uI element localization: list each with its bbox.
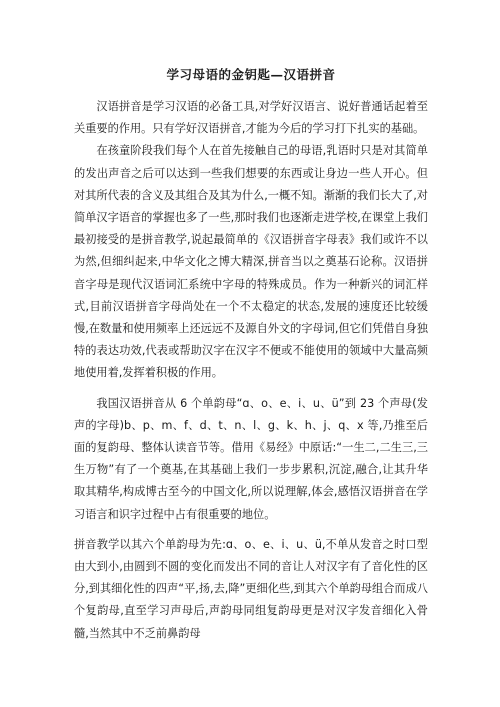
paragraph-teaching: 拼音教学以其六个单韵母为先:ɑ、o、e、i、u、ü,不单从发音之时口型由大到小,由圆到不圆的变化而发出不同的音让人对汉字有了音化性的区分,到其细化性的四声“平,扬,去,降”更细化些,到其六个单韵母组合而成八个复韵母,直至学习声母后,声韵母同组复韵母更是对汉字发音细化入骨髓,当然其中不乏前鼻韵母 <box>74 537 428 640</box>
paragraph-finals-initials: 我国汉语拼音从 6 个单韵母“ɑ、o、e、i、u、ü”到 23 个声母(发声的字母)b、p、m、f、d、t、n、l、g、k、h、j、q、x 等,乃推至后面的复韵母、整体认读音节等。借用《易经》中原话:“一生二,二生三,三生万物”有了一个奠基,在其基础上我们一步步累积,沉淀,融合,让其升华取其精华,构成博古至今的中国文化,所以说理解,体会,感悟汉语拼音在学习语言和识字过程中占有很重要的地位。 <box>74 396 428 521</box>
paragraph-intro: 汉语拼音是学习汉语的必备工具,对学好汉语言、说好普通话起着至关重要的作用。只有学好汉语拼音,才能为今后的学习打下扎实的基础。 <box>74 100 428 136</box>
document-title: 学习母语的金钥匙—汉语拼音 <box>166 67 336 82</box>
paragraph-childhood: 在孩童阶段我们每个人在首先接触自己的母语,乳语时只是对其简单的发出声音之后可以达到一些我们想要的东西或让身边一些人开心。但对其所代表的含义及其组合及其为什么,一概不知。渐渐的我们长大了,对简单汉字语音的掌握也多了一些,那时我们也逐渐走进学校,在课堂上我们最初接受的是拼音教学,说起最简单的《汉语拼音字母表》我们或许不以为然,但细纠起来,中华文化之博大精深,拼音当以之奠基石论称。汉语拼音字母是现代汉语词汇系统中字母的特殊成员。作为一种新兴的词汇样式,目前汉语拼音字母尚处在一个不太稳定的状态,发展的速度还比较缓慢,在数量和使用频率上还远远不及源自外文的字母词,但它们凭借自身独特的表达功效,代表或帮助汉字在汉字不便或不能使用的领域中大量高频地使用着,发挥着积极的作用。 <box>74 144 428 380</box>
